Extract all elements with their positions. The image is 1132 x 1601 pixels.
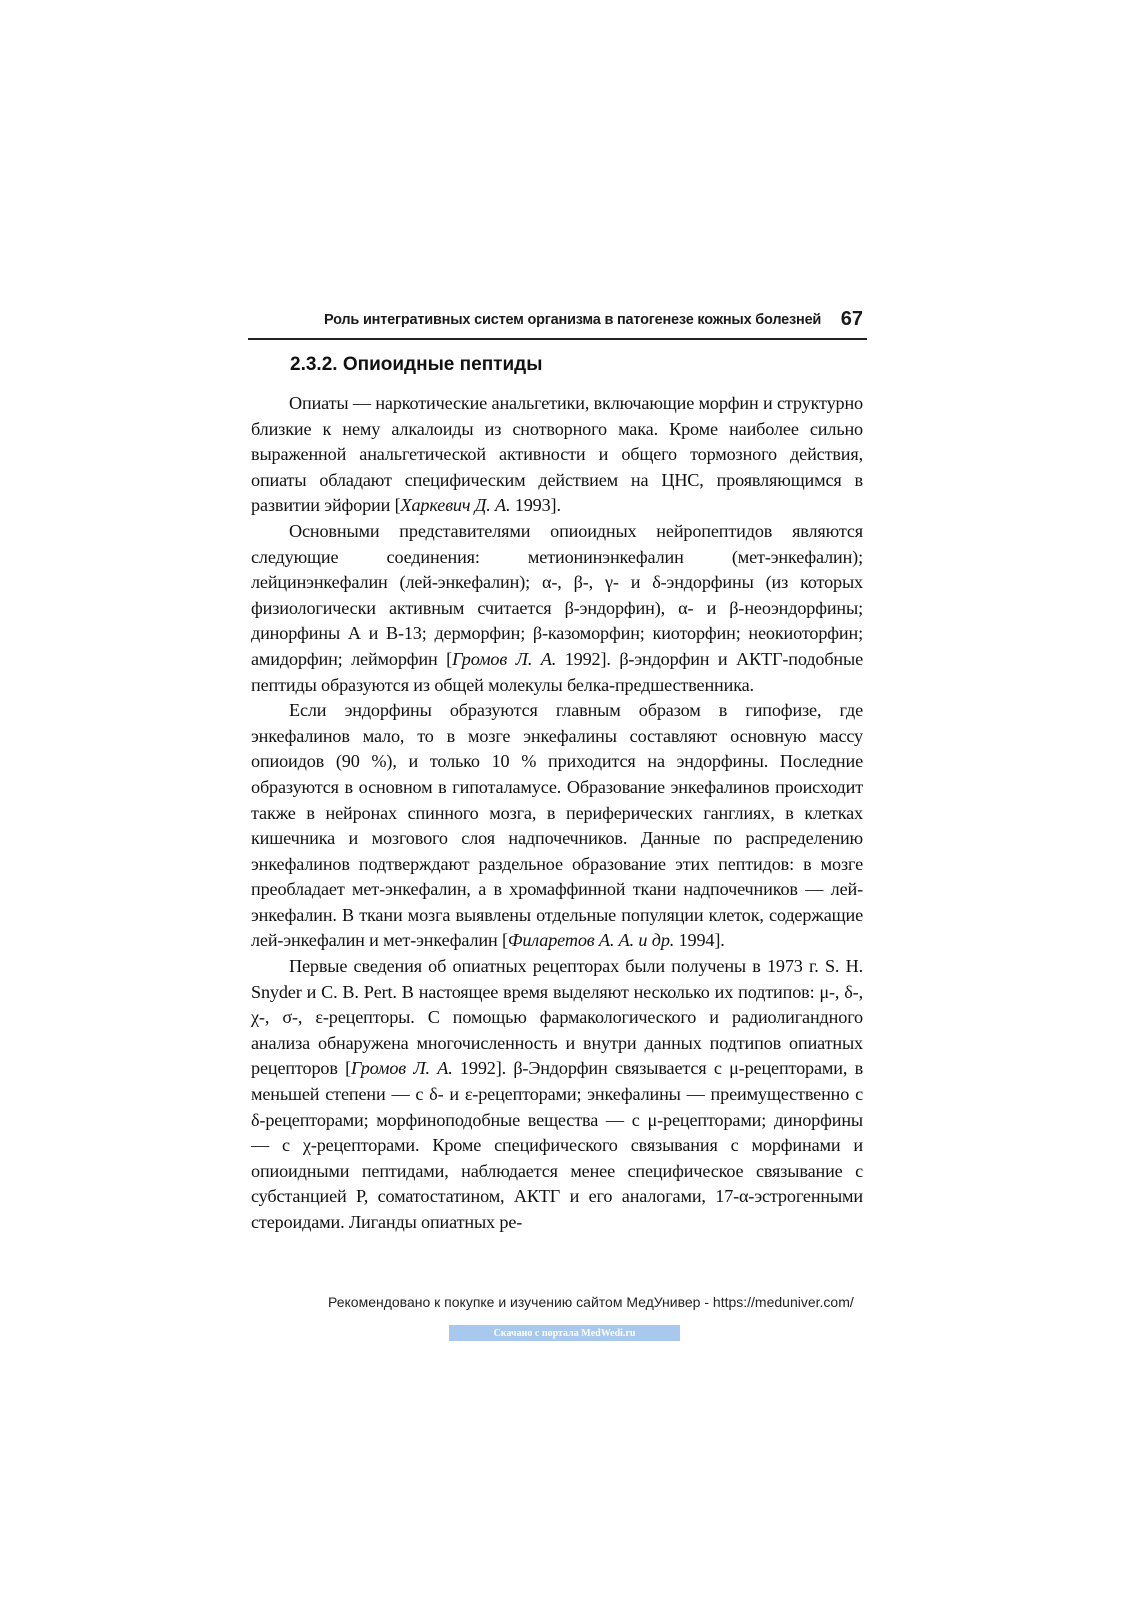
paragraph-tail: 1993]. xyxy=(510,495,561,516)
running-header xyxy=(248,308,867,340)
paragraph-tail: 1992]. β-эндорфин и АКТГ-подобные пептиды образуются из общей молекулы белка-предшественника. xyxy=(251,648,863,695)
paragraph-text: Опиаты — наркотические анальгетики, включающие морфин и структурно близкие к нему алкалоиды из снотворного мака. Кроме наиболее сильно выраженной анальгетической активности и общего тормозного действия, опиаты обладают специфическим действием на ЦНС, проявляющимся в развитии эйфории [ xyxy=(251,393,863,516)
paragraph-3 xyxy=(251,698,863,954)
citation: Филаретов А. А. и др. xyxy=(507,930,675,951)
watermark-banner xyxy=(449,1325,680,1341)
running-title: Роль интегративных систем организма в патогенезе кожных болезней xyxy=(324,312,822,328)
paragraph-text: Основными представителями опиоидных нейропептидов являются следующие соединения: метионинэнкефалин (мет-энкефалин); лейцинэнкефалин (лей-энкефалин); α-, β-, γ- и δ-эндорфины (из которых физиологически активным считается β-эндорфин), α- и β-неоэндорфины; динорфины А и В-13; дерморфин; β-казоморфин; киоторфин; неокиоторфин; амидорфин; лейморфин [ xyxy=(251,520,863,669)
paragraph-tail: 1994]. xyxy=(674,930,725,951)
watermark-text: Скачано с портала MedWedi.ru xyxy=(493,1327,636,1339)
paragraph-text: Первые сведения об опиатных рецепторах были получены в 1973 г. S. H. Snyder и C. B. Pert. В настоящее время выделяют несколько их подтипов: μ-, δ-, χ-, σ-, ε-рецепторы. С помощью фармакологического и радиолигандного анализа обнаружена многочисленность и внутри данных подтипов опиатных рецепторов [ xyxy=(251,956,863,1079)
page-number: 67 xyxy=(840,308,863,330)
citation: Громов Л. А. xyxy=(351,1058,453,1079)
citation: Харкевич Д. А. xyxy=(400,495,511,516)
paragraph-text: Если эндорфины образуются главным образом в гипофизе, где энкефалинов мало, то в мозге энкефалины составляют основную массу опиоидов (90 %), и только 10 % приходится на эндорфины. Последние образуются в основном в гипоталамусе. Образование энкефалинов происходит также в нейронах спинного мозга, в периферических ганглиях, в клетках кишечника и мозгового слоя надпочечников. Данные по распределению энкефалинов подтверждают раздельное образование этих пептидов: в мозге преобладает мет-энкефалин, а в хромаффинной ткани надпочечников — лей-энкефалин. В ткани мозга выявлены отдельные популяции клеток, содержащие лей-энкефалин и мет-энкефалин [ xyxy=(251,700,863,951)
paragraph-4 xyxy=(251,954,863,1236)
recommendation-link[interactable]: Рекомендовано к покупке и изучению сайтом МедУнивер - https://meduniver.com/ xyxy=(328,1294,854,1310)
paragraph-1 xyxy=(251,391,863,519)
body-text xyxy=(251,391,863,1236)
paragraph-2 xyxy=(251,519,863,698)
citation: Громов Л. А. xyxy=(452,648,557,669)
section-heading: 2.3.2. Опиоидные пептиды xyxy=(290,354,543,375)
paragraph-tail: 1992]. β-Эндорфин связывается с μ-рецепторами, в меньшей степени — с δ- и ε-рецепторами; энкефалины — преимущественно с δ-рецепторами; морфиноподобные вещества — с μ-рецепторами; динорфины — с χ-рецепторами. Кроме специфического связывания с морфинами и опиоидными пептидами, наблюдается менее специфическое связывание с субстанцией Р, соматостатином, АКТГ и его аналогами, 17-α-эстрогенными стероидами. Лиганды опиатных ре- xyxy=(251,1058,864,1232)
